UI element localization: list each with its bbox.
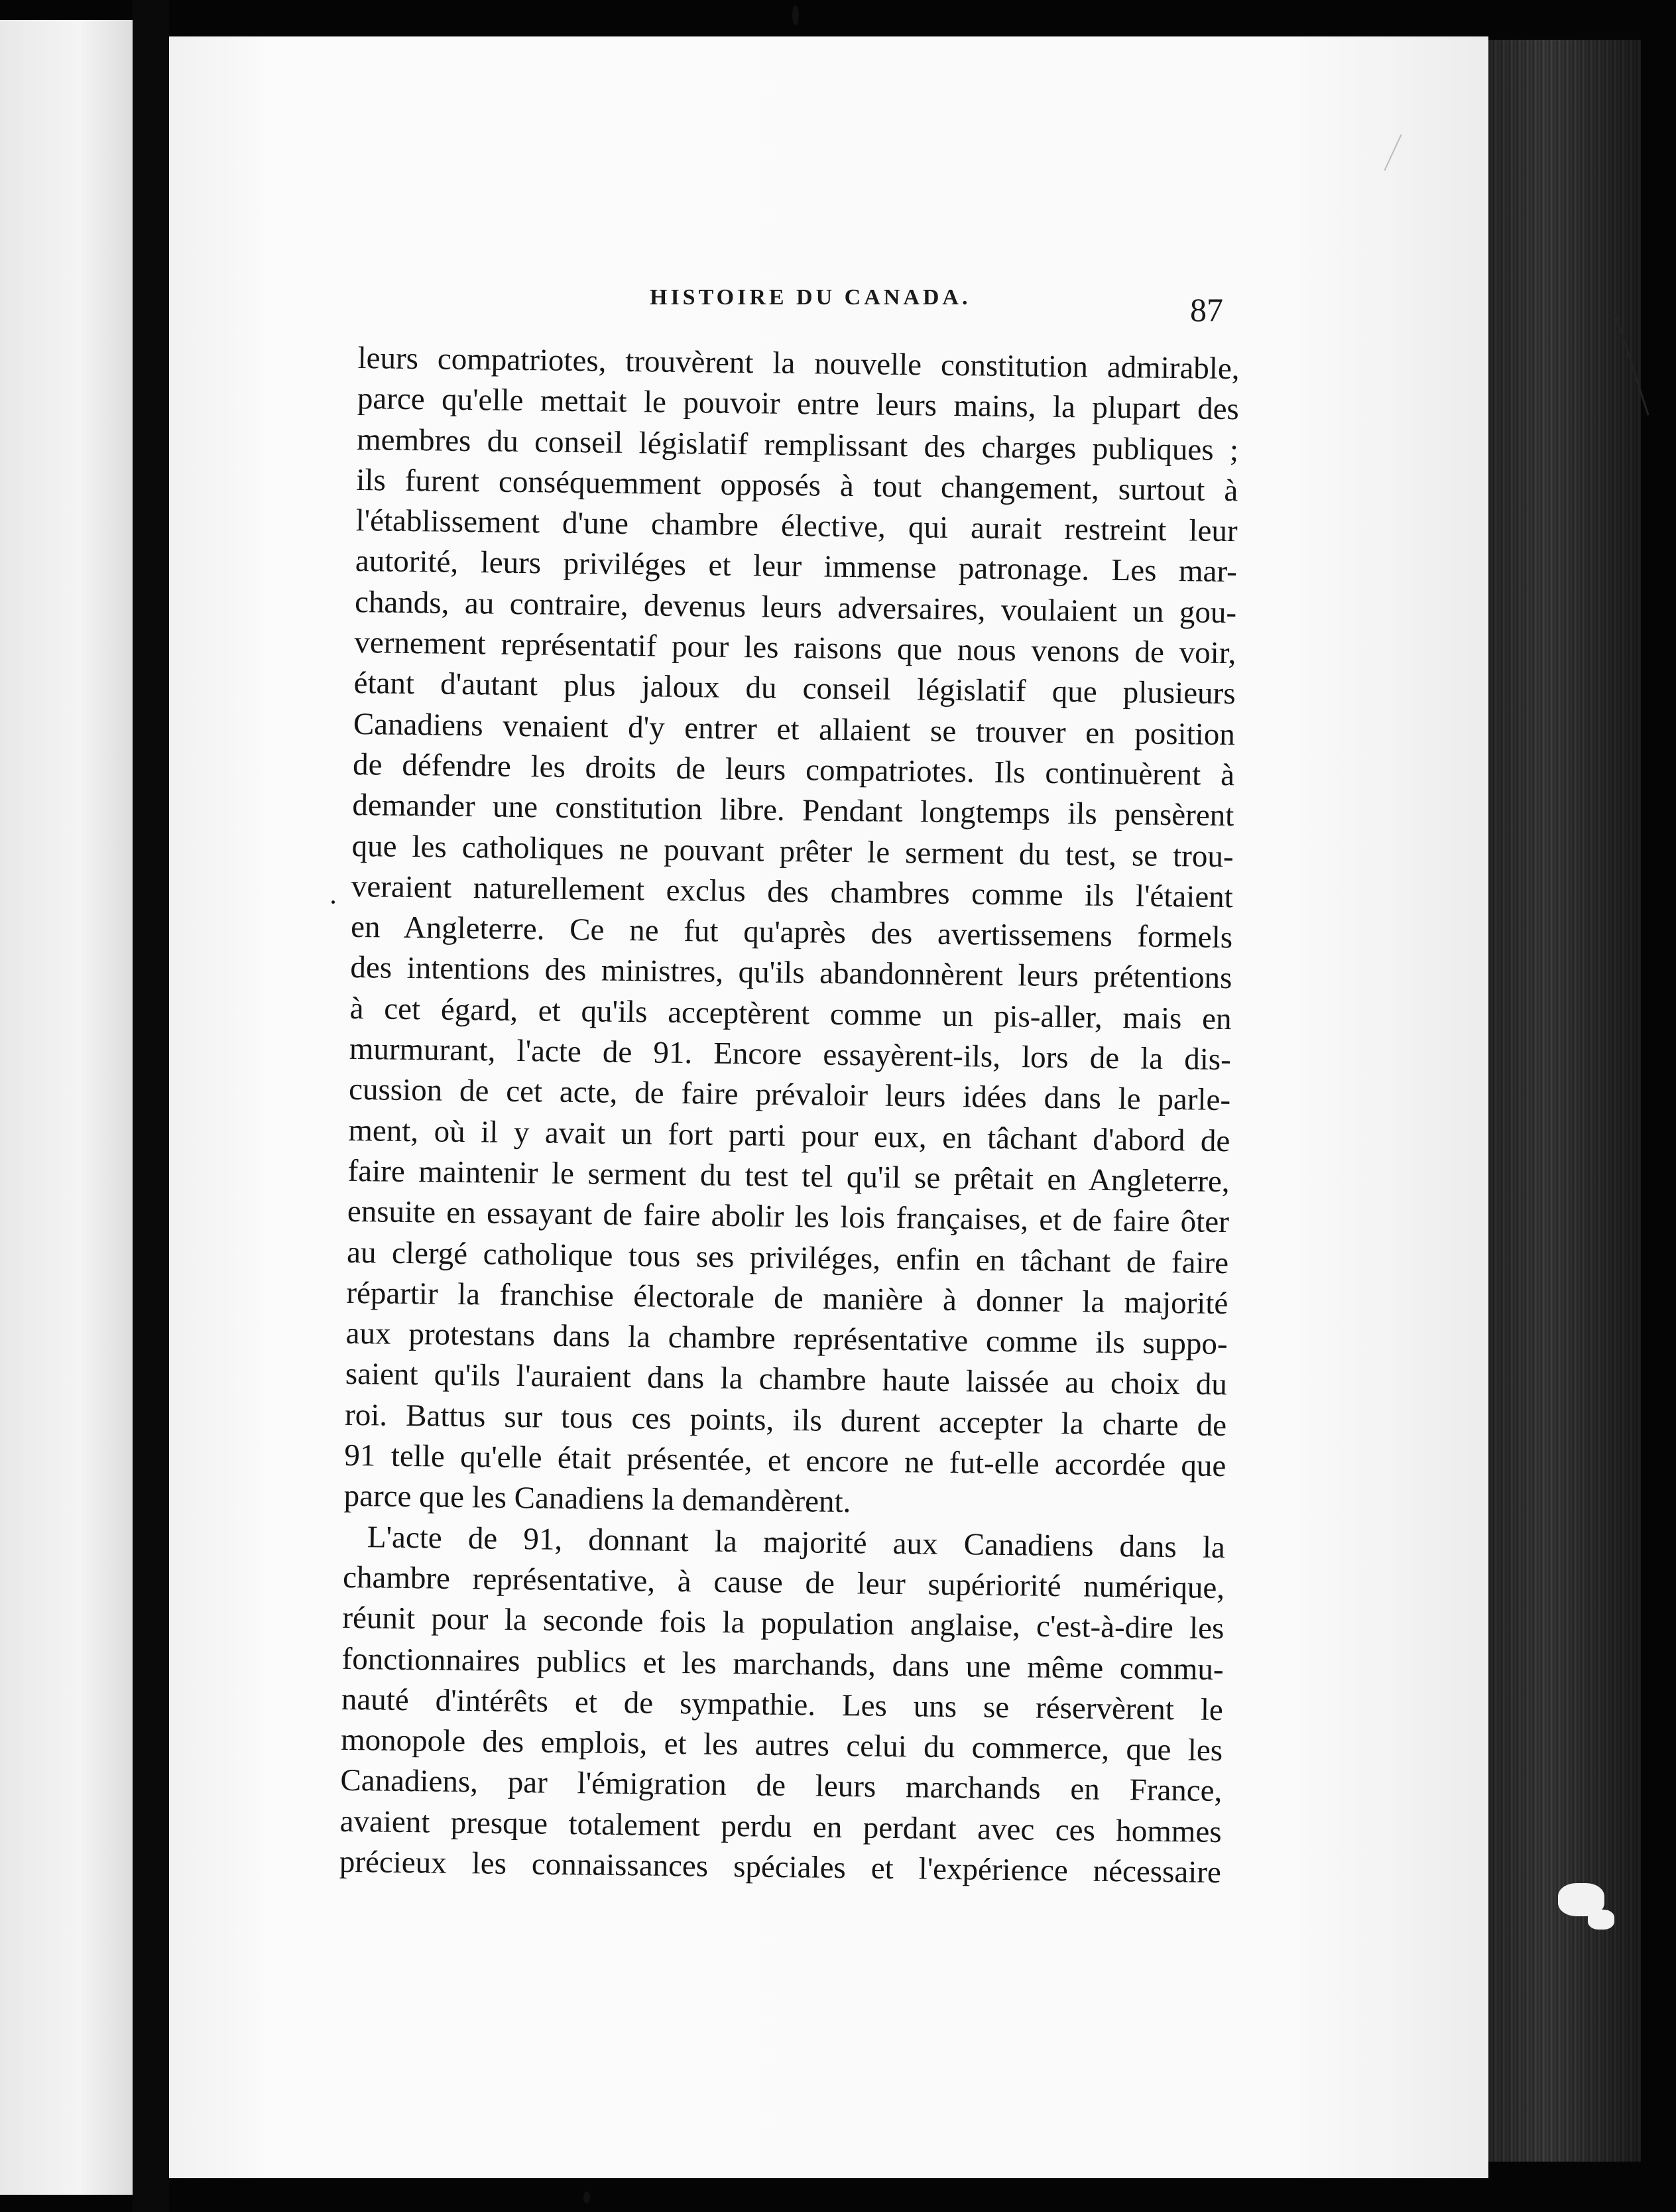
text-line: fonctionnaires publics et les marchands, dans une même commu- bbox=[341, 1641, 1224, 1687]
scan-speck bbox=[583, 2191, 590, 2203]
text-line: monopole des emplois, et les autres celui du commerce, que les bbox=[340, 1722, 1223, 1768]
text-line: des intentions des ministres, qu'ils abandonnèrent leurs prétentions bbox=[350, 950, 1232, 996]
body-text bbox=[339, 338, 1240, 1893]
text-line: chambre représentative, à cause de leur supériorité numérique, bbox=[342, 1560, 1225, 1606]
text-line: ensuite en essayant de faire abolir les lois françaises, et de faire ôter bbox=[347, 1194, 1230, 1240]
text-line: parce que les Canadiens la demandèrent. bbox=[343, 1479, 851, 1520]
text-line: cussion de cet acte, de faire prévaloir leurs idées dans le parle- bbox=[348, 1072, 1231, 1118]
text-line: Canadiens, par l'émigration de leurs marchands en France, bbox=[340, 1763, 1223, 1809]
text-line: autorité, leurs priviléges et leur immense patronage. Les mar- bbox=[355, 544, 1238, 589]
text-line: réunit pour la seconde fois la population anglaise, c'est-à-dire les bbox=[342, 1601, 1225, 1646]
scan-speck bbox=[792, 5, 799, 25]
scan-speck bbox=[331, 900, 335, 904]
text-line: saient qu'ils l'auraient dans la chambre haute laissée au choix du bbox=[345, 1357, 1228, 1402]
fore-edge-shadow bbox=[1482, 40, 1641, 2162]
text-line: de défendre les droits de leurs compatriotes. Ils continuèrent à bbox=[352, 747, 1235, 793]
text-line: répartir la franchise électorale de manière à donner la majorité bbox=[346, 1275, 1228, 1321]
page-number: 87 bbox=[1190, 291, 1223, 328]
text-line: membres du conseil législatif remplissant des charges publiques ; bbox=[356, 422, 1239, 467]
text-line: précieux les connaissances spéciales et l'expérience nécessaire bbox=[339, 1844, 1222, 1890]
text-line: nauté d'intérêts et de sympathie. Les uns se réservèrent le bbox=[341, 1682, 1224, 1727]
text-line: faire maintenir le serment du test tel qu'il se prêtait en Angleterre, bbox=[347, 1153, 1230, 1199]
text-line: L'acte de 91, donnant la majorité aux Canadiens dans la bbox=[367, 1519, 1226, 1565]
facing-page-edge bbox=[0, 20, 133, 2195]
text-line: ment, où il y avait un fort parti pour eux, en tâchant d'abord de bbox=[348, 1113, 1230, 1158]
text-line: Canadiens venaient d'y entrer et allaient se trouver en position bbox=[353, 706, 1236, 752]
text-line: leurs compatriotes, trouvèrent la nouvelle constitution admirable, bbox=[357, 340, 1240, 387]
text-line: aux protestans dans la chambre représentative comme ils suppo- bbox=[345, 1316, 1228, 1362]
text-line: en Angleterre. Ce ne fut qu'après des avertissemens formels bbox=[350, 910, 1233, 955]
book-gutter bbox=[133, 0, 169, 2212]
text-line: roi. Battus sur tous ces points, ils durent accepter la charte de bbox=[344, 1397, 1227, 1443]
text-line: l'établissement d'une chambre élective, qui aurait restreint leur bbox=[355, 503, 1238, 549]
text-line: vernement représentatif pour les raisons que nous venons de voir, bbox=[354, 625, 1236, 671]
text-line: avaient presque totalement perdu en perdant avec ces hommes bbox=[339, 1804, 1222, 1849]
text-line: murmurant, l'acte de 91. Encore essayèrent-ils, lors de la dis- bbox=[349, 1031, 1232, 1077]
text-line: parce qu'elle mettait le pouvoir entre leurs mains, la plupart des bbox=[357, 381, 1240, 427]
text-line: que les catholiques ne pouvant prêter le serment du test, se trou- bbox=[351, 828, 1234, 874]
text-line: veraient naturellement exclus des chambres comme ils l'étaient bbox=[351, 869, 1234, 915]
paper-blemish bbox=[1588, 1910, 1614, 1930]
text-line: chands, au contraire, devenus leurs adversaires, voulaient un gou- bbox=[354, 584, 1237, 630]
text-line: au clergé catholique tous ses priviléges, enfin en tâchant de faire bbox=[346, 1235, 1229, 1280]
text-line: demander une constitution libre. Pendant longtemps ils pensèrent bbox=[352, 788, 1234, 833]
text-line: à cet égard, et qu'ils acceptèrent comme un pis-aller, mais en bbox=[349, 991, 1232, 1036]
text-line: étant d'autant plus jaloux du conseil législatif que plusieurs bbox=[353, 666, 1236, 711]
text-line: ils furent conséquemment opposés à tout changement, surtout à bbox=[356, 462, 1238, 509]
text-line: 91 telle qu'elle était présentée, et encore ne fut-elle accordée que bbox=[344, 1438, 1227, 1484]
running-title: HISTOIRE DU CANADA. bbox=[650, 285, 971, 310]
